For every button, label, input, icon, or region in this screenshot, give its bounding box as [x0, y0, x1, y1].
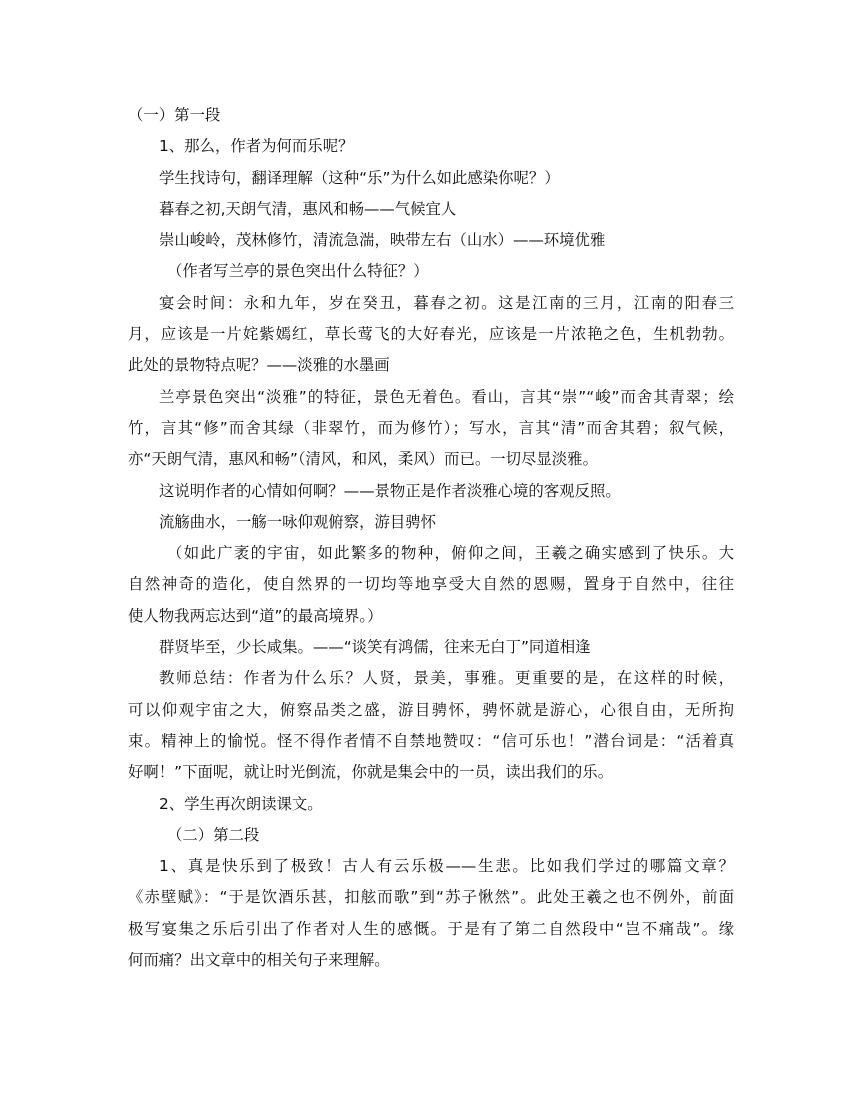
paragraph-line: 好啊！”下面呢，就让时光倒流，你就是集会中的一员，读出我们的乐。 [128, 763, 614, 782]
paragraph-line: 这说明作者的心情如何啊？——景物正是作者淡雅心境的客观反照。 [159, 481, 621, 500]
paragraph-line: 月，应该是一片姹紫嫣红，草长莺飞的大好春光，应该是一片浓艳之色，生机勃勃。 [128, 325, 734, 344]
paragraph-line: （如此广袤的宇宙，如此繁多的物种，俯仰之间，王羲之确实感到了快乐。大 [167, 544, 734, 563]
paragraph-line: 亦“天朗气清，惠风和畅”（清风，和风，柔风）而已。一切尽显淡雅。 [128, 450, 598, 469]
paragraph-line: 1、那么，作者为何而乐呢？ [159, 137, 354, 156]
paragraph-line: 《赤壁赋》：“于是饮酒乐甚，扣舷而歌”到“苏子愀然”。此处王羲之也不例外，前面 [128, 888, 734, 907]
paragraph-line: 此处的景物特点呢？——淡雅的水墨画 [128, 356, 390, 375]
section-heading-1: （一）第一段 [128, 106, 221, 124]
paragraph-line: 竹，言其“修”而舍其绿（非翠竹，而为修竹）；写水，言其“清”而舍其碧；叙气候， [128, 418, 734, 437]
paragraph-line: 兰亭景色突出“淡雅”的特征，景色无着色。看山，言其“崇”“峻”而舍其青翠；绘 [159, 387, 734, 406]
paragraph-line: 2、学生再次朗读课文。 [159, 794, 323, 813]
paragraph-line: 群贤毕至，少长咸集。——“谈笑有鸿儒，往来无白丁”同道相逢 [159, 638, 591, 657]
paragraph-line: 束。精神上的愉悦。怪不得作者情不自禁地赞叹：“信可乐也！”潜台词是：“活着真 [128, 731, 734, 750]
paragraph-line: 崇山峻岭，茂林修竹，清流急湍，映带左右（山水）——环境优雅 [159, 231, 606, 250]
paragraph-line: 暮春之初,天朗气清，惠风和畅——气候宜人 [159, 199, 457, 218]
paragraph-line: 学生找诗句，翻译理解（这种“乐”为什么如此感染你呢？） [159, 168, 560, 187]
paragraph-line: 何而痛？出文章中的相关句子来理解。 [128, 951, 390, 970]
paragraph-line: 极写宴集之乐后引出了作者对人生的感慨。于是有了第二自然段中“岂不痛哉”。缘 [128, 919, 734, 938]
paragraph-line: 自然神奇的造化，使自然界的一切均等地享受大自然的恩赐，置身于自然中，往往 [128, 575, 734, 594]
paragraph-line: （作者写兰亭的景色突出什么特征？） [167, 262, 429, 281]
paragraph-line: 宴会时间：永和九年，岁在癸丑，暮春之初。这是江南的三月，江南的阳春三 [159, 293, 734, 312]
paragraph-line: 1、真是快乐到了极致！古人有云乐极——生悲。比如我们学过的哪篇文章？ [159, 857, 734, 876]
paragraph-line: 可以仰观宇宙之大，俯察品类之盛，游目骋怀，骋怀就是游心，心很自由，无所拘 [128, 700, 734, 719]
section-heading-2: （二）第二段 [167, 825, 260, 844]
paragraph-line: 流觞曲水，一觞一咏仰观俯察，游目骋怀 [159, 512, 437, 531]
document-body [128, 100, 734, 976]
paragraph-line: 使人物我两忘达到“道”的最高境界。） [128, 606, 383, 625]
paragraph-line: 教师总结：作者为什么乐？人贤，景美，事雅。更重要的是，在这样的时候， [159, 669, 734, 688]
